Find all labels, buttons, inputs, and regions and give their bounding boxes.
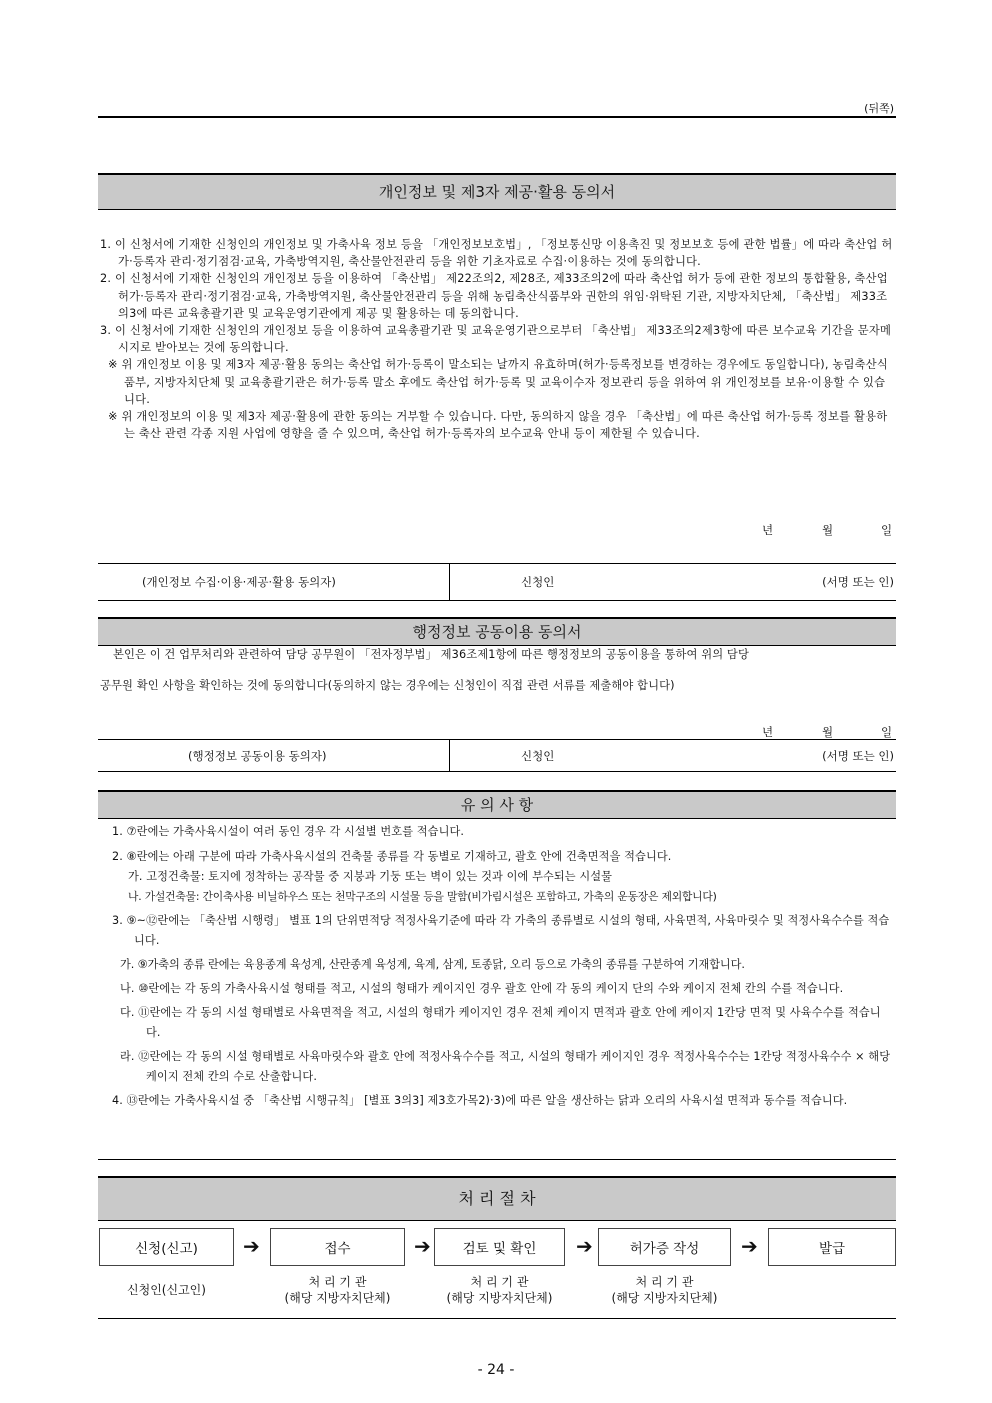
consent-item-3: 3. 이 신청서에 기재한 신청인의 개인정보 등을 이용하여 교육총괄기관 및 교육운영기관으로부터 「축산법」 제33조의2제3항에 따른 보수교육 기간을 문자메시지로 받아보는 것에 동의합니다.: [100, 324, 892, 355]
step-apply: 신청(신고): [99, 1228, 234, 1266]
consent-title: 개인정보 및 제3자 제공·활용 동의서: [98, 173, 896, 210]
actor-org-1-label: 처 리 기 관: [308, 1275, 367, 1289]
admin-signer-label: (행정정보 공동이용 동의자): [188, 749, 327, 763]
admin-sign-top-rule: [98, 739, 896, 740]
consent-sign-bottom-rule: [98, 600, 896, 601]
arrow-icon: ➔: [741, 1234, 758, 1258]
step-review: 검토 및 확인: [434, 1228, 565, 1266]
consent-date-month: 월: [822, 523, 834, 537]
consent-item-1: 1. 이 신청서에 기재한 신청인의 개인정보 및 가축사육 정보 등을 「개인정보보호법」, 「정보통신망 이용촉진 및 정보보호 등에 관한 법률」에 따라 축산업 허가·등록자 관리·정기점검·교육, 가축방역지원, 축산물안전관리 등을 위한 기초자료로 수집·이용하는 것에 동의합니다.: [100, 238, 893, 269]
note-item-2a: 가. 고정건축물: 토지에 정착하는 공작물 중 지붕과 기둥 또는 벽이 있는 것과 이에 부수되는 시설물: [128, 870, 613, 883]
notes-bottom-rule: [98, 1159, 896, 1160]
consent-sign-divider: [449, 563, 450, 600]
admin-sign-divider: [449, 739, 450, 771]
header-rule: [98, 116, 896, 118]
arrow-icon: ➔: [243, 1234, 260, 1258]
actor-org-3-label: 처 리 기 관: [635, 1275, 694, 1289]
admin-title: 행정정보 공동이용 동의서: [98, 617, 896, 646]
note-item-3: 3. ⑨~⑫란에는 「축산법 시행령」 별표 1의 단위면적당 적정사육기준에 따라 각 가축의 종류별로 시설의 형태, 사육면적, 사육마릿수 및 적정사육수수를 적습니다.: [112, 914, 890, 947]
actor-applicant: [99, 1282, 234, 1298]
side-label: (뒤쪽): [864, 102, 894, 115]
arrow-icon: ➔: [414, 1234, 431, 1258]
admin-line-1: 본인은 이 건 업무처리와 관련하여 담당 공무원이 「전자정부법」 제36조제1항에 따른 행정정보의 공동이용을 통하여 위의 담당: [113, 648, 749, 661]
note-item-4: 4. ⑬란에는 가축사육시설 중 「축산법 시행규칙」 [별표 3의3] 제3호가목2)·3)에 따른 알을 생산하는 닭과 오리의 사육시설 면적과 동수를 적습니다.: [112, 1094, 848, 1107]
admin-date-year: 년: [762, 725, 774, 739]
note-item-2: 2. ⑧란에는 아래 구분에 따라 가축사육시설의 건축물 종류를 각 동별로 기재하고, 괄호 안에 건축면적을 적습니다.: [112, 850, 672, 863]
consent-sign-top-rule: [98, 563, 896, 564]
notes-title: 유 의 사 항: [98, 790, 896, 819]
process-title: 처 리 절 차: [98, 1176, 896, 1221]
actor-org-2: [424, 1274, 575, 1306]
actor-org-1: [262, 1274, 413, 1306]
note-item-3b: 나. ⑩란에는 각 동의 가축사육시설 형태를 적고, 시설의 형태가 케이지인 경우 괄호 안에 각 동의 케이지 단의 수와 케이지 전체 칸의 수를 적습니다.: [120, 982, 844, 995]
admin-line-2: 공무원 확인 사항을 확인하는 것에 동의합니다(동의하지 않는 경우에는 신청인이 직접 관련 서류를 제출해야 합니다): [100, 679, 675, 692]
consent-items: [100, 236, 894, 442]
admin-applicant: 신청인: [521, 749, 555, 763]
notes-items: [112, 822, 894, 1111]
page-number: - 24 -: [477, 1362, 515, 1378]
admin-sign-field[interactable]: (서명 또는 인): [822, 749, 894, 763]
consent-date-day: 일: [881, 523, 893, 537]
consent-applicant: 신청인: [521, 575, 555, 589]
admin-sign-bottom-rule: [98, 771, 896, 772]
consent-item-2: 2. 이 신청서에 기재한 신청인의 개인정보 등을 이용하여 「축산법」 제22조의2, 제28조, 제33조의2에 따라 축산업 허가 등에 관한 정보의 통합활용, 축산업 허가·등록자 관리·정기점검·교육, 가축방역지원, 축산물안전관리 등을 위해 농림축산식품부와 권한의 위임·위탁된 기관, 지방자치단체, 「축산법」 제33조의3에 따른 교육총괄기관 및 교육운영기관에게 제공 및 활용하는 데 동의합니다.: [100, 272, 888, 320]
consent-note-1: ※ 위 개인정보 이용 및 제3자 제공·활용 동의는 축산업 허가·등록이 말소되는 날까지 유효하며(허가·등록정보를 변경하는 경우에도 동일합니다), 농림축산식품부, 지방자치단체 및 교육총괄기관은 허가·등록 말소 후에도 축산업 허가·등록 및 교육이수자 정보관리 등을 위하여 위 개인정보를 보유·이용할 수 있습니다.: [108, 358, 888, 406]
admin-date-day: 일: [881, 725, 893, 739]
consent-signer-label: (개인정보 수집·이용·제공·활용 동의자): [142, 575, 336, 589]
actor-org-3-detail: (해당 지방자치단체): [611, 1291, 718, 1305]
consent-sign-field[interactable]: (서명 또는 인): [822, 575, 894, 589]
admin-date-month: 월: [822, 725, 834, 739]
actor-org-2-detail: (해당 지방자치단체): [446, 1291, 553, 1305]
consent-note-2: ※ 위 개인정보의 이용 및 제3자 제공·활용에 관한 동의는 거부할 수 있습니다. 다만, 동의하지 않을 경우 「축산법」에 따른 축산업 허가·등록 정보를 활용하는 축산 관련 각종 지원 사업에 영향을 줄 수 있으며, 축산업 허가·등록자의 보수교육 안내 등이 제한될 수 있습니다.: [108, 410, 888, 441]
note-item-3d: 라. ⑫란에는 각 동의 시설 형태별로 사육마릿수와 괄호 안에 적정사육수수를 적고, 시설의 형태가 케이지인 경우 적정사육수수는 1칸당 적정사육수수 × 해당 케이지 전체 칸의 수로 산출합니다.: [120, 1050, 891, 1083]
actor-org-2-label: 처 리 기 관: [470, 1275, 529, 1289]
note-item-3c: 다. ⑪란에는 각 동의 시설 형태별로 사육면적을 적고, 시설의 형태가 케이지인 경우 전체 케이지 면적과 괄호 안에 케이지 1칸당 면적 및 사육수수를 적습니다.: [120, 1006, 881, 1039]
note-item-1: 1. ⑦란에는 가축사육시설이 여러 동인 경우 각 시설별 번호를 적습니다.: [112, 825, 465, 838]
actor-applicant-label: 신청인(신고인): [127, 1283, 206, 1297]
note-item-3a: 가. ⑨가축의 종류 란에는 육용종계 육성계, 산란종계 육성계, 육계, 삼계, 토종닭, 오리 등으로 가축의 종류를 구분하여 기재합니다.: [120, 958, 745, 971]
actor-org-3: [589, 1274, 740, 1306]
consent-date-year: 년: [762, 523, 774, 537]
arrow-icon: ➔: [576, 1234, 593, 1258]
step-permit-write: 허가증 작성: [598, 1228, 731, 1266]
process-bottom-rule: [98, 1318, 896, 1319]
actor-org-1-detail: (해당 지방자치단체): [284, 1291, 391, 1305]
step-receive: 접수: [270, 1228, 405, 1266]
note-item-2b: 나. 가설건축물: 간이축사용 비닐하우스 또는 천막구조의 시설물 등을 말함(비가림시설은 포함하고, 가축의 운동장은 제외합니다): [128, 890, 717, 903]
step-issue: 발급: [768, 1228, 896, 1266]
